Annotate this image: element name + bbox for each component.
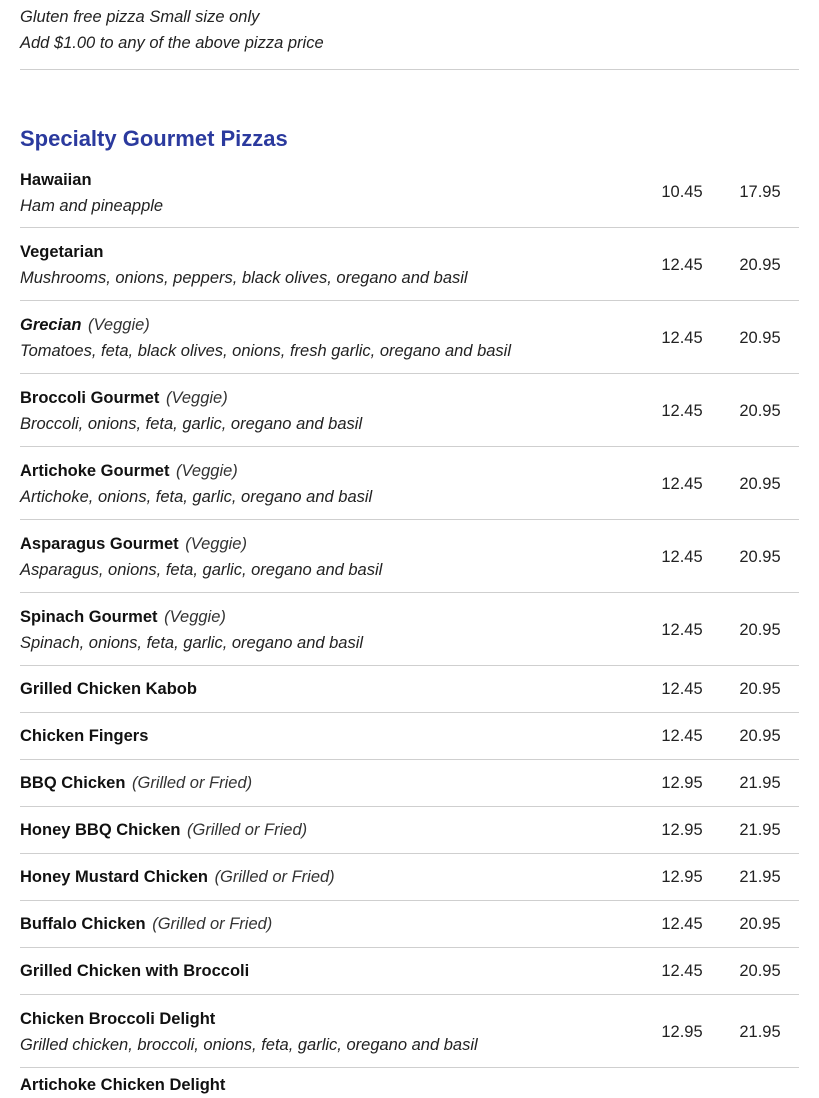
menu-page xyxy=(20,0,799,1098)
price-small: 12.45 xyxy=(661,679,703,698)
item-name: Grecian xyxy=(20,316,82,334)
item-tag: (Veggie) xyxy=(88,316,150,334)
item-description: Mushrooms, onions, peppers, black olives, oregano and basil xyxy=(20,269,468,287)
price-small: 12.95 xyxy=(661,1022,703,1041)
menu-item-honey-mustard-chicken xyxy=(20,854,799,901)
menu-item-spinach-gourmet xyxy=(20,593,799,666)
item-description: Ham and pineapple xyxy=(20,196,164,215)
item-name-line xyxy=(20,911,643,937)
price-large: 20.95 xyxy=(739,914,781,933)
menu-item-buffalo-chicken xyxy=(20,901,799,948)
item-tag: (Veggie) xyxy=(164,608,226,626)
menu-item-grecian xyxy=(20,301,799,374)
price-small: 12.45 xyxy=(661,961,703,980)
item-description: Asparagus, onions, feta, garlic, oregano and basil xyxy=(20,561,383,579)
item-tag: (Grilled or Fried) xyxy=(187,821,308,839)
item-description: Spinach, onions, feta, garlic, oregano and basil xyxy=(20,634,364,652)
menu-item-chicken-broccoli-delight xyxy=(20,995,799,1068)
menu-item-broccoli-gourmet xyxy=(20,374,799,447)
price-large: 20.95 xyxy=(739,620,781,639)
surcharge-note: Add $1.00 to any of the above pizza price xyxy=(20,34,324,52)
item-description: Broccoli, onions, feta, garlic, oregano and basil xyxy=(20,415,363,433)
price-large: 21.95 xyxy=(739,820,781,839)
price-large: 21.95 xyxy=(739,1022,781,1041)
item-name: Grilled Chicken Kabob xyxy=(20,680,197,698)
item-name: Chicken Fingers xyxy=(20,727,149,745)
price-large: 20.95 xyxy=(739,474,781,493)
menu-item-asparagus-gourmet xyxy=(20,520,799,593)
item-name: Chicken Broccoli Delight xyxy=(20,1010,216,1028)
item-name: Artichoke Gourmet xyxy=(20,462,170,480)
item-tag: (Grilled or Fried) xyxy=(214,868,335,886)
price-small: 12.45 xyxy=(661,255,703,274)
item-description: Tomatoes, feta, black olives, onions, fresh garlic, oregano and basil xyxy=(20,342,512,360)
price-large: 20.95 xyxy=(739,961,781,980)
price-small: 10.45 xyxy=(661,183,703,201)
item-name: Grilled Chicken with Broccoli xyxy=(20,962,250,980)
menu-item-chicken-fingers xyxy=(20,713,799,760)
item-description: Grilled chicken, broccoli, onions, feta, garlic, oregano and basil xyxy=(20,1036,478,1054)
menu-item-artichoke-chicken-delight xyxy=(20,1068,799,1098)
item-name-line xyxy=(20,385,643,411)
price-large: 20.95 xyxy=(739,679,781,698)
price-small: 12.95 xyxy=(661,773,703,792)
item-tag: (Grilled or Fried) xyxy=(152,915,273,933)
price-large: 21.95 xyxy=(739,867,781,886)
menu-item-bbq-chicken xyxy=(20,760,799,807)
item-name-line xyxy=(20,531,643,557)
price-small: 12.95 xyxy=(661,820,703,839)
price-small: 12.45 xyxy=(661,914,703,933)
menu-item-artichoke-gourmet xyxy=(20,447,799,520)
gluten-free-note: Gluten free pizza Small size only xyxy=(20,8,260,26)
item-name: Broccoli Gourmet xyxy=(20,389,160,407)
price-small: 12.45 xyxy=(661,474,703,493)
menu-item-hawaiian xyxy=(20,156,799,228)
price-large: 20.95 xyxy=(739,547,781,566)
item-name-line xyxy=(20,458,643,484)
menu-item-grilled-chicken-broccoli xyxy=(20,948,799,995)
price-large: 20.95 xyxy=(739,255,781,274)
item-name: Honey Mustard Chicken xyxy=(20,868,208,886)
price-large: 20.95 xyxy=(739,401,781,420)
price-small: 12.45 xyxy=(661,620,703,639)
item-name: Buffalo Chicken xyxy=(20,915,146,933)
item-name-line xyxy=(20,770,643,796)
item-tag: (Veggie) xyxy=(185,535,247,553)
item-name-line xyxy=(20,817,643,843)
price-small: 12.45 xyxy=(661,328,703,347)
price-large: 17.95 xyxy=(739,183,781,201)
item-tag: (Grilled or Fried) xyxy=(132,774,253,792)
item-name-line xyxy=(20,312,643,338)
menu-item-vegetarian xyxy=(20,228,799,301)
price-small: 12.45 xyxy=(661,547,703,566)
menu-item-honey-bbq-chicken xyxy=(20,807,799,854)
item-name: Vegetarian xyxy=(20,243,104,261)
price-small: 12.45 xyxy=(661,726,703,745)
item-name-line xyxy=(20,864,643,890)
item-name: Honey BBQ Chicken xyxy=(20,821,181,839)
item-tag: (Veggie) xyxy=(165,389,228,407)
item-description: Artichoke, onions, feta, garlic, oregano and basil xyxy=(20,488,373,506)
price-small: 12.95 xyxy=(661,867,703,886)
item-name: BBQ Chicken xyxy=(20,774,126,792)
item-name: Hawaiian xyxy=(20,170,92,189)
section-title: Specialty Gourmet Pizzas xyxy=(20,126,288,151)
price-large: 21.95 xyxy=(739,773,781,792)
item-tag: (Veggie) xyxy=(176,462,238,480)
price-small: 12.45 xyxy=(661,401,703,420)
item-name: Spinach Gourmet xyxy=(20,608,158,626)
menu-item-grilled-chicken-kabob xyxy=(20,666,799,713)
price-large: 20.95 xyxy=(739,328,781,347)
item-name: Artichoke Chicken Delight xyxy=(20,1076,226,1094)
item-name: Asparagus Gourmet xyxy=(20,535,179,553)
item-name-line xyxy=(20,604,643,630)
pizza-notes xyxy=(20,0,799,70)
price-large: 20.95 xyxy=(739,726,781,745)
